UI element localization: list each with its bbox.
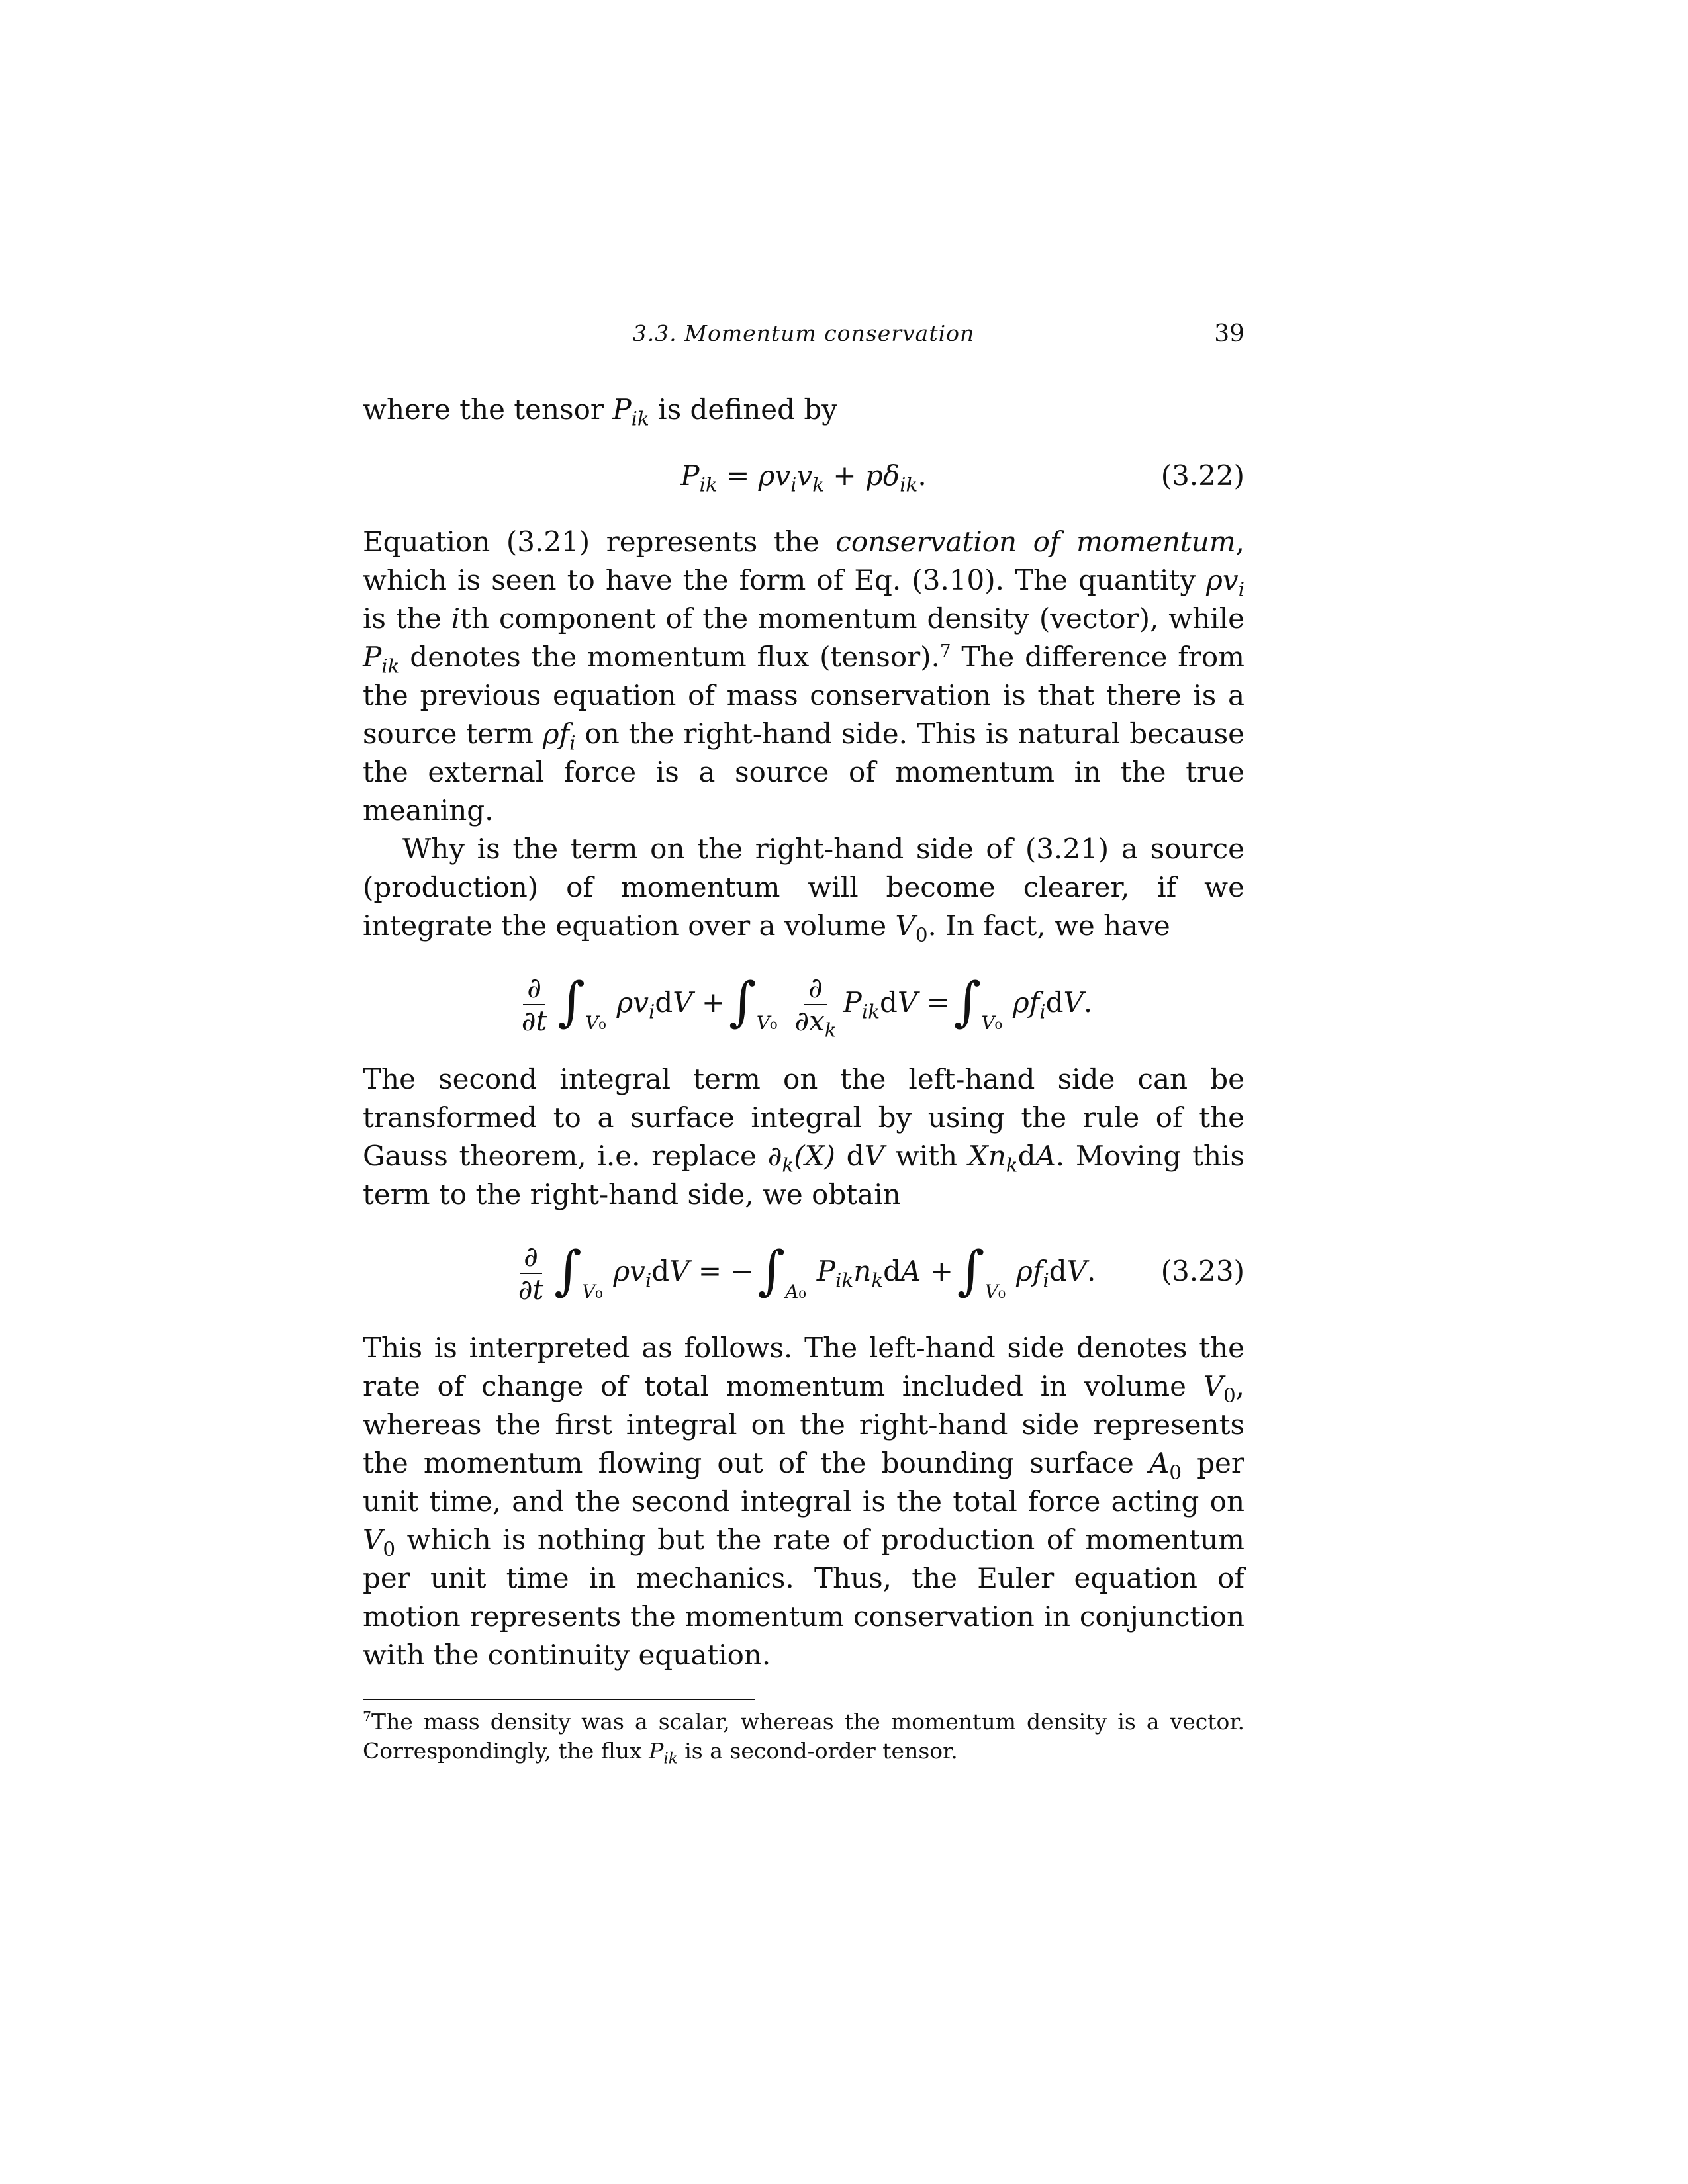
page-header [363,320,1244,353]
equation-3-22 [363,457,1244,495]
paragraph-3: Why is the term on the right-hand side of (3.21) a source (production) of momentum will become clearer, if we integrate the equation over a volume $V_0$. In fact, we have [363,833,1244,946]
emphasis-conservation-of-momentum: conservation of momentum [835,525,1236,558]
paragraph-1: where the tensor $P_{ik}$ is defined by [363,393,838,430]
paragraph-5: This is interpreted as follows. The left-hand side denotes the rate of change of total momentum included in volume $V_0$, whereas the first integral on the right-hand side represents the momentum flowing out of the bounding surface $A_0$ per unit time, and the second integral is the total force acting on $V_0$ which is nothing but the rate of production of momentum per unit time in mechanics. Thus, the Euler equation of motion represents the momentum conservation in conjunction with the continuity equation. [363,1332,1244,1671]
equation-3-23-body: $\frac{\partial}{\partial t}$ $\int_{V_0}\rho v_idV = -\int_{A_0}P_{ik}n_kdA +\int_{V_0}\rho f_idV$. [518,1240,1096,1306]
page-number: 39 [1214,320,1244,347]
equation-3-22-body: $P_{ik} = \rho v_iv_k + p\delta_{ik}$. [680,459,927,496]
paragraph-4: The second integral term on the left-hand side can be transformed to a surface integral by using the rule of the Gauss theorem, i.e. replace $\partial_k(X)$ dV with $Xn_kdA$. Moving this term to the right-hand side, we obtain [363,1063,1245,1210]
equation-integral-form: $\frac{\partial}{\partial t}$ $\int_{V_0}\rho v_idV +\int_{V_0}$ $\frac{\partial}{\partial x_k}$ $P_{ik}dV =\int_{V_0}\rho f_idV$. [521,971,1093,1042]
equation-number: (3.22) [1160,459,1244,492]
main-text [363,390,1244,1674]
equation-3-23 [363,1231,1244,1312]
footnote-divider [363,1699,755,1700]
footnote-marker: 7 [939,641,951,661]
paragraph-2: Equation (3.21) represents the conservation of momentum, which is seen to have the form of Eq. (3.10). The quantity $\rho v_i$ is the ith component of the momentum density (vector), while $P_{ik}$ denotes the momentum flux (tensor).$^7$ The difference from the previous equation of mass conservation is that there is a source term $\rho f_i$ on the right-hand side. This is natural because the external force is a source of momentum in the true meaning. [363,525,1245,827]
equation-number: (3.23) [1160,1255,1244,1287]
footnote-7: $^7$The mass density was a scalar, whereas the momentum density is a vector. Correspondingly, the flux $P_{ik}$ is a second-order tensor. [363,1709,1244,1768]
math-P-ik: $P_{ik}$ [612,393,649,430]
running-head: 3.3. Momentum conservation [632,320,975,346]
footnote-number: 7 [363,1709,372,1725]
